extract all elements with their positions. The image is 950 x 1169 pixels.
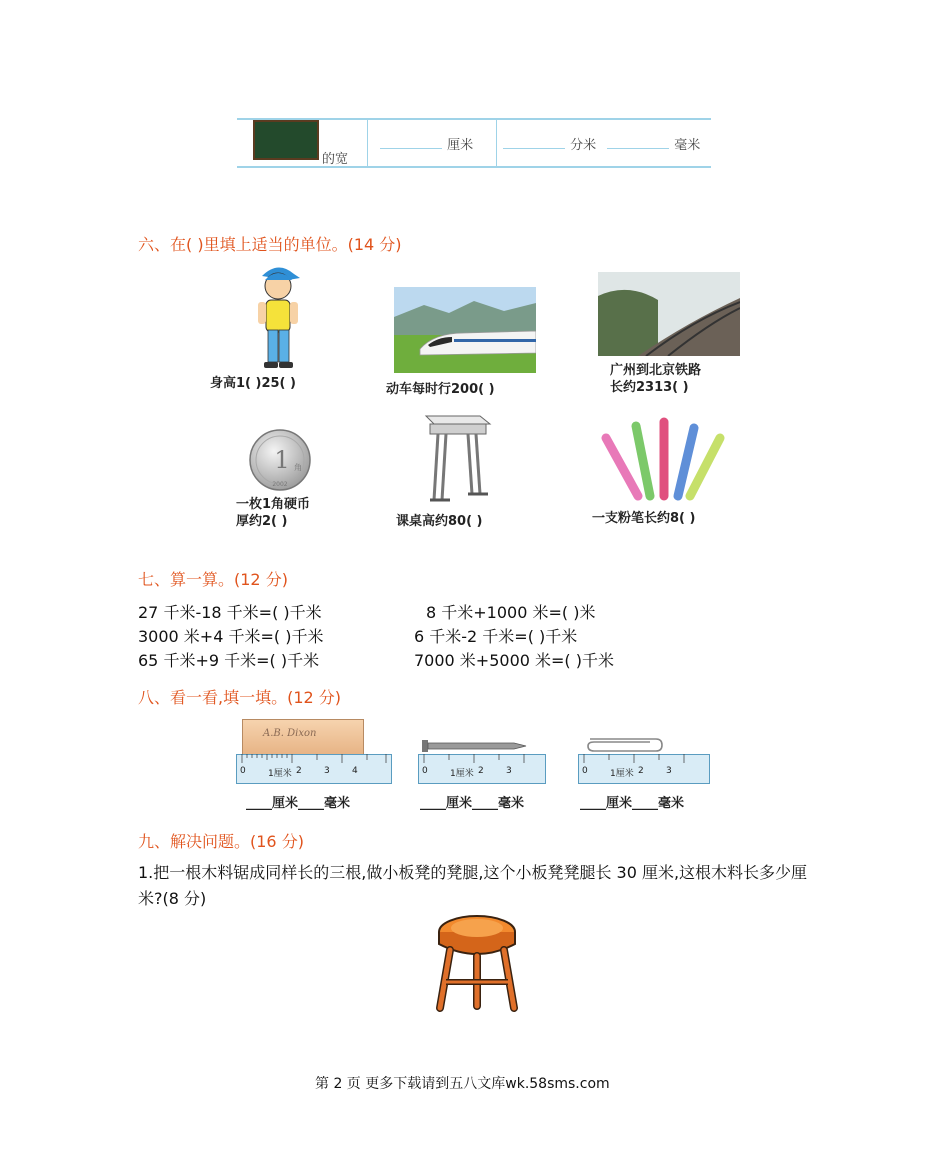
ruler-tick-label: 4	[352, 766, 358, 776]
ruler-3-caption: ____厘米____毫米	[580, 796, 685, 811]
calc-row-2-right: 6 千米-2 千米=( )千米	[414, 627, 578, 646]
paperclip-image	[582, 736, 664, 754]
answer-blank[interactable]	[380, 148, 442, 149]
calc-row-2-left: 3000 米+4 千米=( )千米	[138, 627, 324, 646]
railway-image	[598, 272, 740, 356]
ruler-tick-label: 1厘米	[610, 769, 634, 779]
ruler-tick-label: 3	[506, 766, 512, 776]
ruler-tick-label: 3	[324, 766, 330, 776]
calc-row-3-right: 7000 米+5000 米=( )千米	[414, 651, 614, 670]
ruler-tick-label: 0	[582, 766, 588, 776]
answer-blank[interactable]	[503, 148, 565, 149]
ruler-1-caption: ____厘米____毫米	[246, 796, 351, 811]
unit-label: 厘米	[447, 138, 474, 153]
caption-height: 身高1( )25( )	[210, 376, 296, 391]
coin-year: 2002	[272, 481, 288, 488]
nail-image	[422, 738, 528, 754]
caption-railway-line1: 广州到北京铁路	[610, 363, 702, 378]
ruler-tick-label: 2	[478, 766, 484, 776]
caption-coin-line2: 厚约2( )	[236, 514, 288, 529]
ruler-tick-label: 2	[638, 766, 644, 776]
ruler-tick-label: 0	[422, 766, 428, 776]
blackboard-image	[253, 120, 319, 160]
desk-image	[420, 408, 492, 508]
coin-image	[248, 428, 312, 492]
ruler-2-caption: ____厘米____毫米	[420, 796, 525, 811]
ruler-tick-label: 1厘米	[268, 769, 292, 779]
chalk-image	[598, 416, 728, 502]
section-9-title: 九、解决问题。(16 分)	[138, 832, 304, 851]
ruler-tick-label: 3	[666, 766, 672, 776]
ruler-tick-label: 2	[296, 766, 302, 776]
table-object-label: 的宽	[322, 152, 349, 167]
ruler-1	[236, 754, 392, 784]
coin-unit: 角	[294, 463, 302, 472]
train-image	[394, 287, 536, 373]
section-6-title: 六、在( )里填上适当的单位。(14 分)	[138, 235, 402, 254]
caption-railway-line2: 长约2313( )	[610, 380, 689, 395]
answer-blank[interactable]	[607, 148, 669, 149]
coin-value: 1	[274, 446, 290, 474]
eraser-brand-text: A.B. Dixon	[263, 728, 317, 739]
caption-train: 动车每时行200( )	[386, 382, 495, 397]
page-footer: 第 2 页 更多下载请到五八文库wk.58sms.com	[315, 1076, 610, 1092]
stool-image	[434, 908, 520, 1014]
problem-1-text: 1.把一根木料锯成同样长的三根,做小板凳的凳腿,这个小板凳凳腿长 30 厘米,这根木料长多少厘米?(8 分)	[138, 863, 808, 908]
ruler-tick-label: 1厘米	[450, 769, 474, 779]
section-7-title: 七、算一算。(12 分)	[138, 570, 288, 589]
section-8-title: 八、看一看,填一填。(12 分)	[138, 688, 342, 707]
calc-row-1-right: 8 千米+1000 米=( )米	[426, 603, 596, 622]
caption-chalk: 一支粉笔长约8( )	[592, 511, 696, 526]
ruler-3	[578, 754, 710, 784]
unit-label: 分米	[570, 138, 597, 153]
calc-row-3-left: 65 千米+9 千米=( )千米	[138, 651, 320, 670]
eraser-image	[242, 719, 364, 755]
unit-label: 毫米	[674, 138, 701, 153]
caption-coin-line1: 一枚1角硬币	[236, 497, 311, 512]
boy-icon	[248, 262, 308, 372]
caption-desk: 课桌高约80( )	[396, 514, 483, 529]
calc-row-1-left: 27 千米-18 千米=( )千米	[138, 603, 322, 622]
ruler-tick-label: 0	[240, 766, 246, 776]
